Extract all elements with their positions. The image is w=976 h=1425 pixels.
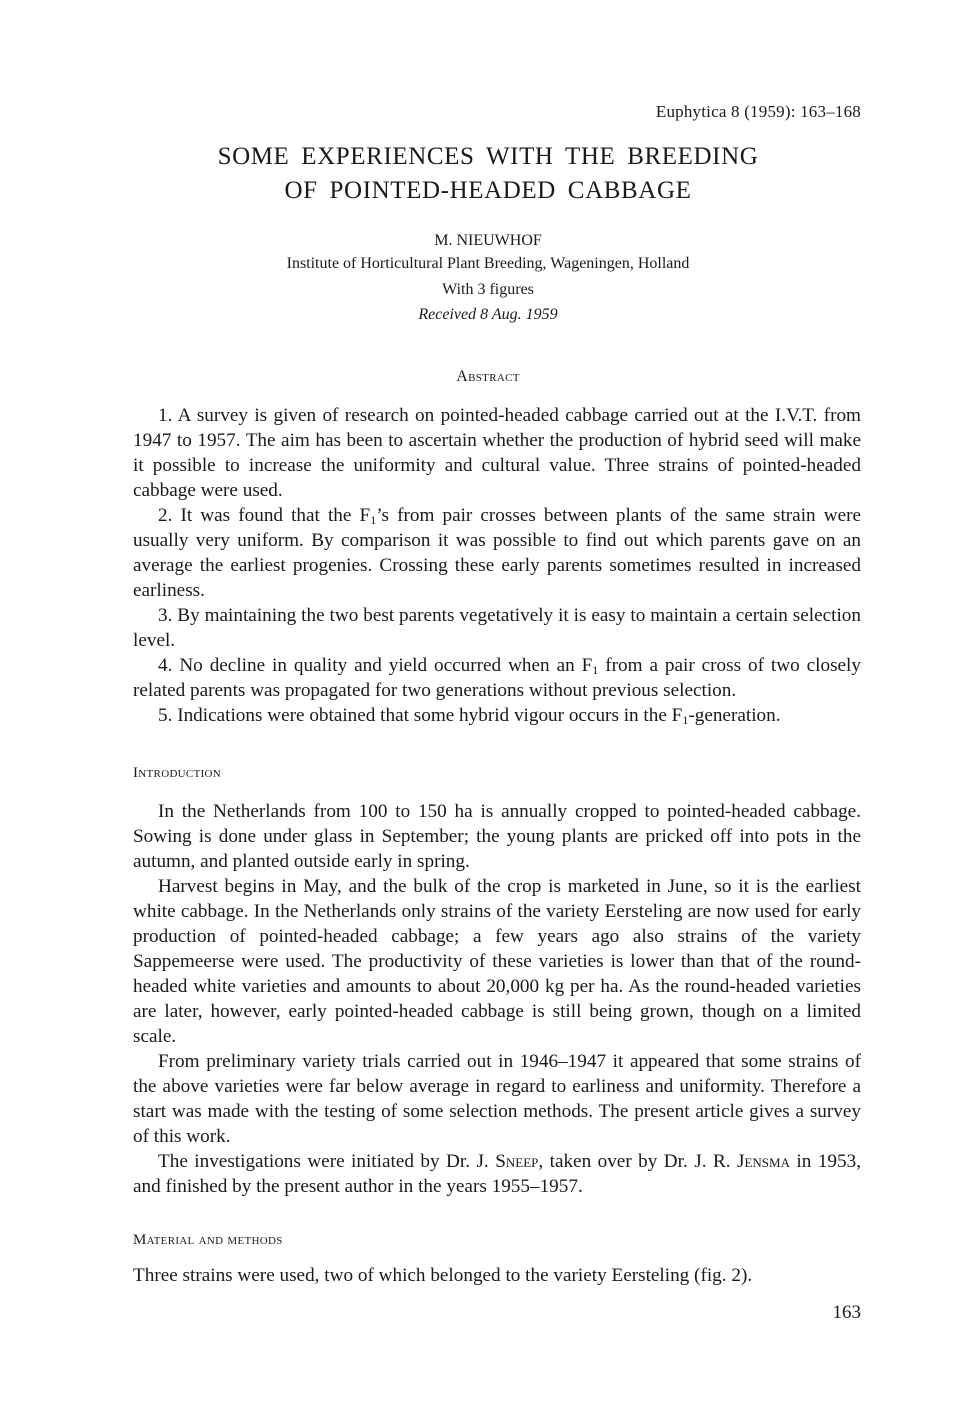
title-line-1: SOME EXPERIENCES WITH THE BREEDING [217, 143, 759, 170]
figures-note: With 3 figures [442, 281, 534, 298]
received-date: Received 8 Aug. 1959 [418, 306, 558, 323]
materials-paragraph: Three strains were used, two of which belonged to the variety Eersteling (fig. 2). [133, 1265, 753, 1286]
abstract-item-4-post: from a pair cross of two closely related parents was propagated for two generations without previous selection. [133, 655, 861, 701]
journal-reference: Euphytica 8 (1959): 163–168 [655, 102, 861, 121]
abstract-item-2 [133, 503, 861, 603]
abstract-item-5-pre: 5. Indications were obtained that some hybrid vigour occurs in the F [158, 705, 683, 726]
subscript: 1 [682, 713, 689, 727]
intro-paragraph-3: From preliminary variety trials carried out in 1946–1947 it appeared that some strains of the above varieties were far below average in regard to earliness and uniformity. Therefore a start was made with the testing of some selection methods. The present article gives a survey of this work. [133, 1051, 861, 1147]
intro-p4-part1: The investigations were initiated by Dr. J. [158, 1151, 496, 1172]
abstract-item-3: 3. By maintaining the two best parents vegetatively it is easy to maintain a certain selection level. [133, 605, 861, 651]
intro-paragraph-4 [133, 1149, 861, 1199]
materials-methods-heading: Material and methods [133, 1232, 283, 1248]
abstract-item-2-post: ’s from pair crosses between plants of the same strain were usually very uniform. By comparison it was possible to find out which parents gave on an average the earliest progenies. Crossing these early parents sometimes resulted in increased earliness. [133, 505, 861, 601]
abstract-heading: Abstract [456, 368, 520, 385]
author-name: M. NIEUWHOF [434, 232, 542, 249]
page-number: 163 [832, 1302, 861, 1323]
name-jensma: Jensma [737, 1151, 790, 1172]
abstract-item-4 [133, 653, 861, 703]
intro-paragraph-2: Harvest begins in May, and the bulk of the crop is marketed in June, so it is the earliest white cabbage. In the Netherlands only strains of the variety Eersteling are now used for early production of pointed-headed cabbage; a few years ago also strains of the variety Sappemeerse were used. The productivity of these varieties is lower than that of the round-headed white varieties and amounts to about 20,000 kg per ha. As the round-headed varieties are later, however, early pointed-headed cabbage is still being grown, though on a limited scale. [133, 876, 861, 1047]
abstract-item-2-pre: 2. It was found that the F [158, 505, 371, 526]
abstract-body [133, 403, 861, 728]
introduction-heading: Introduction [133, 765, 222, 781]
intro-p4-part2: , taken over by Dr. J. R. [538, 1151, 737, 1172]
abstract-item-1: 1. A survey is given of research on pointed-headed cabbage carried out at the I.V.T. from 1947 to 1957. The aim has been to ascertain whether the production of hybrid seed will make it possible to increase the uniformity and cultural value. Three strains of pointed-headed cabbage were used. [133, 405, 861, 501]
introduction-body [133, 799, 861, 1199]
abstract-item-5-post: -generation. [688, 705, 781, 726]
article-title [0, 140, 976, 208]
materials-methods-body [133, 1263, 861, 1288]
intro-paragraph-1: In the Netherlands from 100 to 150 ha is annually cropped to pointed-headed cabbage. Sowing is done under glass in September; the young plants are pricked off into pots in the autumn, and planted outside early in spring. [133, 801, 861, 872]
author-affiliation: Institute of Horticultural Plant Breeding, Wageningen, Holland [286, 255, 690, 272]
title-line-2: OF POINTED-HEADED CABBAGE [284, 177, 692, 204]
abstract-item-5 [133, 703, 861, 728]
subscript: 1 [592, 663, 599, 677]
abstract-item-4-pre: 4. No decline in quality and yield occurred when an F [158, 655, 593, 676]
name-sneep: Sneep [495, 1151, 539, 1172]
intro-p4-part3: in 1953, and finished by the present author in the years 1955–1957. [133, 1151, 861, 1197]
subscript: 1 [370, 513, 377, 527]
